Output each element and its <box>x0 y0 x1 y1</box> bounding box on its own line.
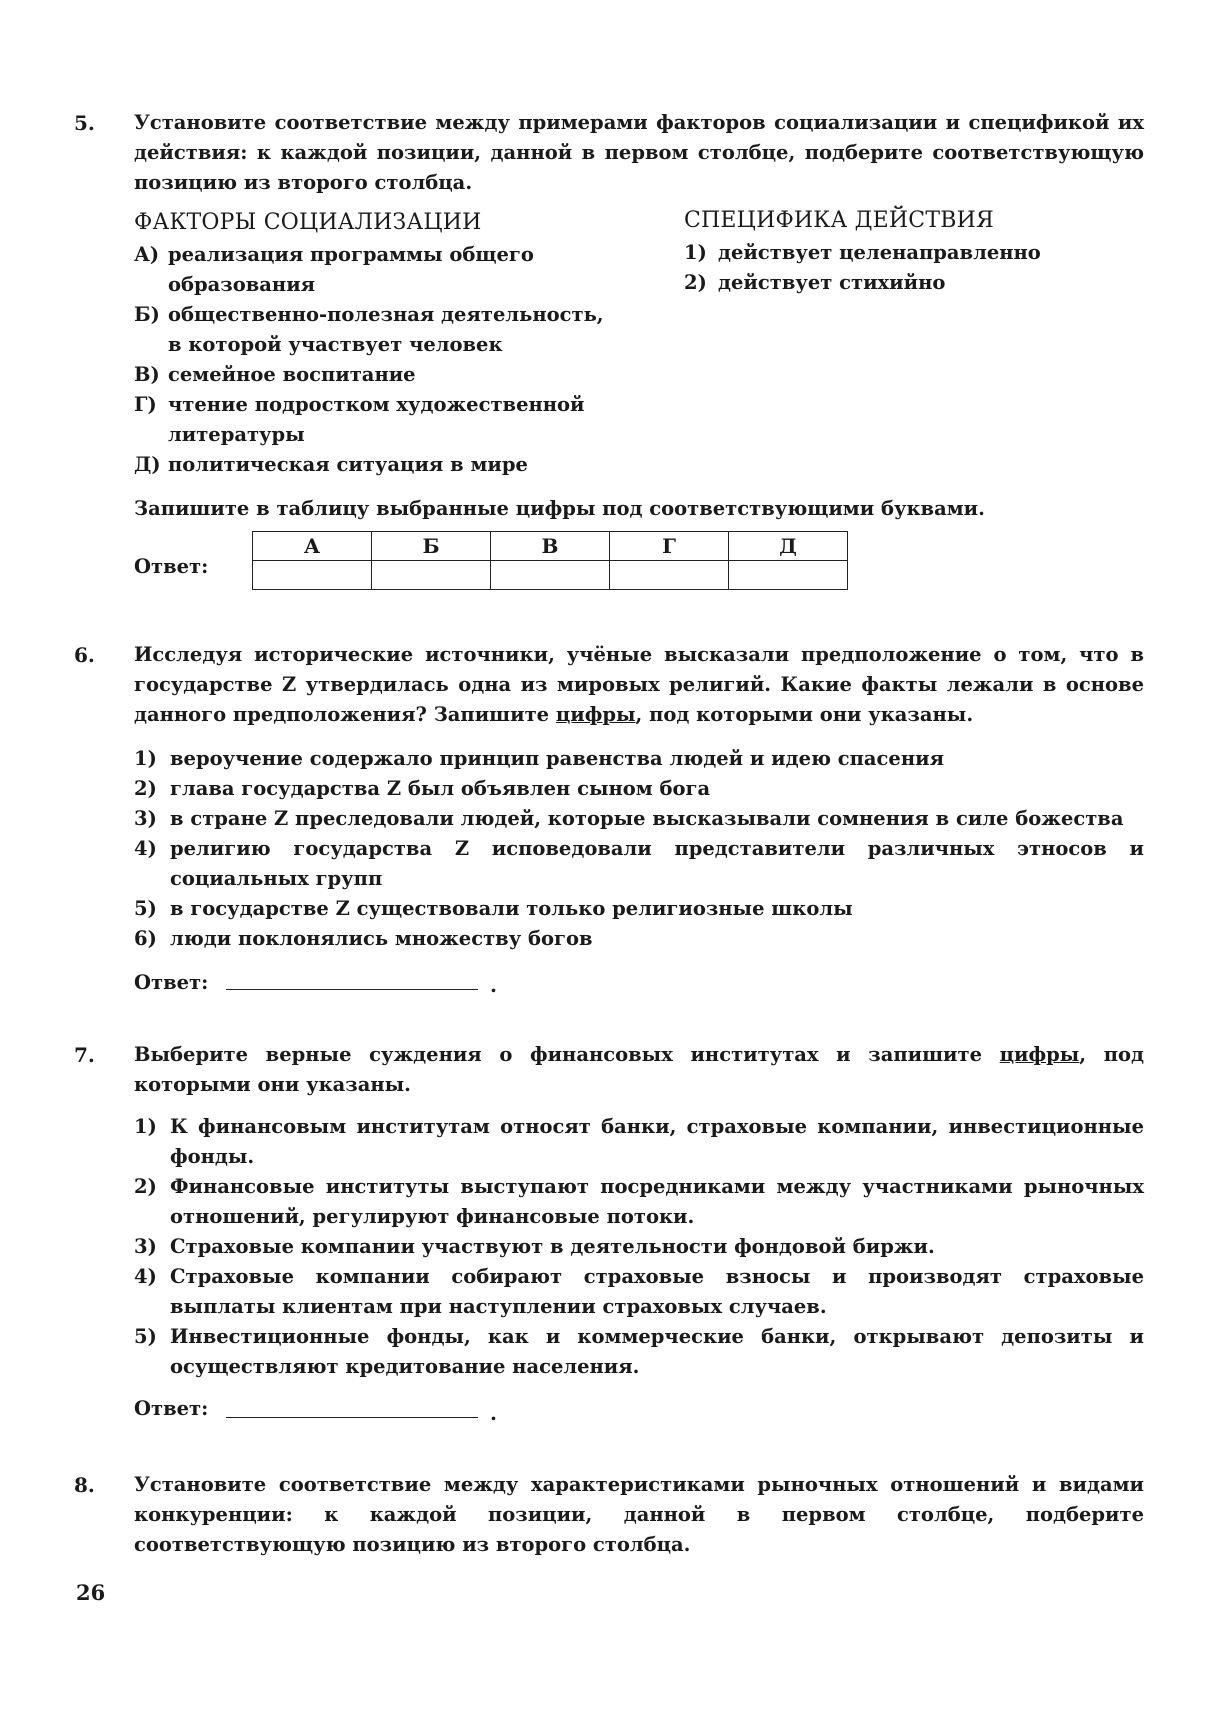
option-item: 5) Инвестиционные фонды, как и коммерческие банки, открывают депозиты и осуществляют кредитование населения. <box>134 1325 1144 1378</box>
task-stem: Установите соответствие между характеристиками рыночных отношений и видами конкуренции: к каждой позиции, данной в первом столбце, подберите соответствующую позицию из второго столбца. <box>134 1473 1144 1556</box>
table-header-cell: Г <box>610 532 729 561</box>
answer-input-line[interactable] <box>226 1417 478 1418</box>
answer-cell[interactable] <box>610 561 729 590</box>
answer-dot: . <box>490 1401 497 1425</box>
task-number: 6. <box>74 643 95 667</box>
workbook-page: 5. Установите соответствие между примерами факторов социализации и спецификой их действия: к каждой позиции, данной в первом столбце, подберите соответствующую позицию из второго столбца. ФАКТОРЫ СОЦИАЛИЗАЦИИ СПЕЦИФИКА ДЕЙСТВИЯ А) реализация программы общего образования Б) общественно-полезная деятельность, в которой участвует человек В) семейное воспитание Г) чтение подростком художественной литературы Д) политическая ситуация в мире 1) действует целенаправленно 2) действует стихийно Запишите в таблицу выбранные цифры под соответствующими буквами. Ответ: А Б В Г Д 6. Исследуя исторические источники, учёные высказали предположение о том, что в государстве Z утвердилась одна из мировых религий. Какие факты лежали в основе данного предположения? Запишите цифры, под которыми они указаны. 1) вероучение содержало принцип равенства людей и идею спасения 2) глава государства Z был объявлен сыном бога 3) в стране Z преследовали людей, которые высказывали сомнения в силе божества 4) религию государства Z исповедовали представители различных этносов и социальных групп 5) в государстве Z существовали только религиозные школы 6) люди поклонялись множеству богов Ответ: . 7. Выберите верные суждения о финансовых институтах и запишите цифры, под которыми они указаны. 1) К финансовым институтам относят банки, страховые компании, инвестиционные фонды. 2) Финансовые институты выступают посредниками между участниками рыночных отношений, регулируют финансовые потоки. 3) Страховые компании участвуют в деятельности фондовой биржи. 4) Страховые компании собирают страховые взносы и производят страховые выплаты клиентам при наступлении страховых случаев. 5) Инвестиционные фонды, как и коммерческие банки, открывают депозиты и осуществляют кредитование населения. Ответ: . 8. Установите соответствие между характеристиками рыночных отношений и видами конкуренции: к каждой позиции, данной в первом столбце, подберите соответствующую позицию из второго столбца. 26 <box>0 0 1216 1712</box>
answer-cell[interactable] <box>491 561 610 590</box>
task-number: 7. <box>74 1043 95 1067</box>
task-number: 8. <box>74 1473 95 1497</box>
answer-table <box>252 531 848 590</box>
option-item: 3) Страховые компании участвуют в деятельности фондовой биржи. <box>134 1235 935 1258</box>
left-column-header: ФАКТОРЫ СОЦИАЛИЗАЦИИ <box>134 210 482 235</box>
answer-cell[interactable] <box>372 561 491 590</box>
answer-dot: . <box>490 973 497 997</box>
task-stem: Выберите верные суждения о финансовых институтах и запишите цифры, под которыми они указаны. <box>134 1043 1145 1096</box>
table-header-cell: Д <box>729 532 848 561</box>
option-item: 6) люди поклонялись множеству богов <box>134 927 593 950</box>
answer-label: Ответ: <box>134 555 209 578</box>
answer-label: Ответ: <box>134 1397 209 1420</box>
option-item: 1) вероучение содержало принцип равенства людей и идею спасения <box>134 747 944 770</box>
answer-input-line[interactable] <box>226 989 478 990</box>
option-item: 4) религию государства Z исповедовали представители различных этносов и социальных групп <box>134 837 1144 890</box>
table-instruction: Запишите в таблицу выбранные цифры под соответствующими буквами. <box>134 497 985 520</box>
table-header-cell: В <box>491 532 610 561</box>
answer-cell[interactable] <box>729 561 848 590</box>
page-number: 26 <box>76 1580 106 1605</box>
task-stem: Исследуя исторические источники, учёные высказали предположение о том, что в государстве Z утвердилась одна из мировых религий. Какие факты лежали в основе данного предположения? Запишите цифры, под которыми они указаны. <box>134 643 1144 726</box>
option-item: 5) в государстве Z существовали только религиозные школы <box>134 897 853 920</box>
right-column-header: СПЕЦИФИКА ДЕЙСТВИЯ <box>684 208 994 233</box>
table-header-cell: Б <box>372 532 491 561</box>
option-item: 1) К финансовым институтам относят банки, страховые компании, инвестиционные фонды. <box>134 1115 1144 1168</box>
option-item: 2) Финансовые институты выступают посредниками между участниками рыночных отношений, регулируют финансовые потоки. <box>134 1175 1144 1228</box>
task-stem: Установите соответствие между примерами факторов социализации и спецификой их действия: к каждой позиции, данной в первом столбце, подберите соответствующую позицию из второго столбца. <box>134 111 1144 194</box>
task-number: 5. <box>74 111 95 135</box>
option-item: 2) глава государства Z был объявлен сыном бога <box>134 777 711 800</box>
option-item: 3) в стране Z преследовали людей, которые высказывали сомнения в силе божества <box>134 807 1124 830</box>
answer-cell[interactable] <box>253 561 372 590</box>
option-item: 4) Страховые компании собирают страховые взносы и производят страховые выплаты клиентам при наступлении страховых случаев. <box>134 1265 1144 1318</box>
emphasis-digits: цифры <box>999 1043 1080 1066</box>
answer-label: Ответ: <box>134 971 209 994</box>
emphasis-digits: цифры <box>555 703 636 726</box>
table-header-cell: А <box>253 532 372 561</box>
